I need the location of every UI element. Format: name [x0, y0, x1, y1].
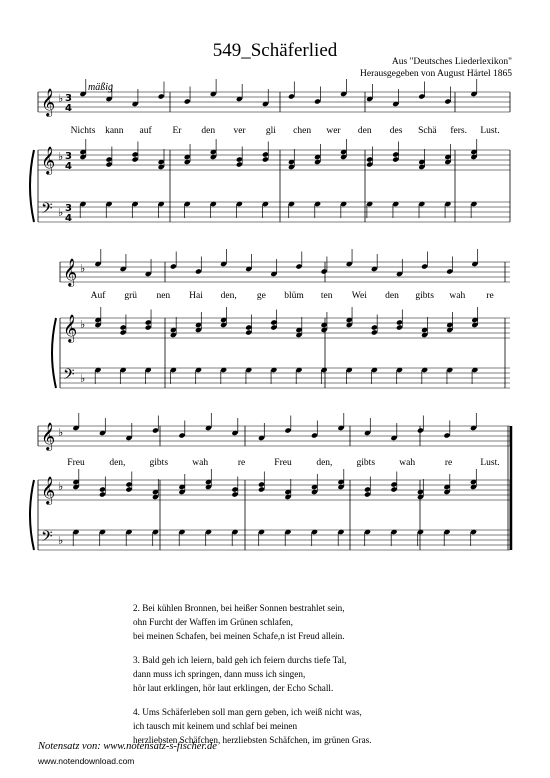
piano-brace	[30, 480, 34, 550]
editor-line: Herausgegeben von August Härtel 1865	[360, 69, 512, 79]
verse-line: 3. Bald geh ich leiern, bald geh ich feiern durchs tiefe Tal,	[133, 655, 347, 665]
lyric-syllable: ver	[233, 126, 246, 136]
verse-3	[133, 653, 372, 695]
time-signature: 4	[65, 213, 72, 224]
lyric-syllable: Lust.	[480, 126, 500, 136]
lyric-syllable: gibts	[356, 458, 376, 468]
lyric-syllable: ten	[320, 291, 333, 301]
treble-clef-icon: 𝄞	[63, 314, 78, 342]
flat-icon: ♭	[58, 534, 64, 547]
piano-brace	[52, 318, 56, 388]
lyric-syllable: wah	[399, 458, 416, 468]
flat-icon: ♭	[58, 426, 64, 439]
lyric-syllable: auf	[139, 126, 152, 136]
verse-line: 4. Ums Schäferleben soll man gern geben, ich weiß nicht was,	[133, 707, 362, 717]
lyric-syllable: Nichts	[70, 126, 96, 136]
bass-clef-icon: 𝄢	[41, 200, 53, 221]
treble-clef-icon: 𝄞	[41, 476, 56, 504]
lyric-syllable: Freu	[67, 458, 85, 468]
treble-clef-icon: 𝄞	[63, 258, 78, 286]
lyric-syllable: wah	[192, 458, 209, 468]
flat-icon: ♭	[58, 480, 64, 493]
website-link[interactable]: www.notendownload.com	[38, 756, 135, 766]
lyric-syllable: den,	[109, 458, 126, 468]
tempo-marking: mäßig	[88, 82, 113, 93]
lyric-syllable: blüm	[284, 291, 304, 301]
flat-icon: ♭	[80, 318, 86, 331]
verse-line: 2. Bei kühlen Bronnen, bei heißer Sonnen bestrahlet sein,	[133, 603, 345, 613]
verse-line: ich tausch mit keinem und schlaf bei meinen	[133, 721, 298, 731]
flat-icon: ♭	[58, 206, 64, 219]
verse-line: hör laut erklingen, hör laut erklingen, der Echo Schall.	[133, 683, 334, 693]
verse-line: ohn Furcht der Waffen im Grünen schlafen,	[133, 617, 293, 627]
bass-clef-icon: 𝄢	[41, 528, 53, 549]
lyric-syllable: Lust.	[480, 458, 500, 468]
lyric-syllable: re	[444, 458, 453, 468]
note-heads	[72, 79, 478, 546]
verse-line: dann muss ich springen, dann muss ich singen,	[133, 669, 306, 679]
lyric-syllable: den	[357, 126, 372, 136]
time-signature: 4	[65, 103, 72, 114]
time-signature: 3	[65, 151, 72, 162]
bass-clef-icon: 𝄢	[63, 366, 75, 387]
lyric-syllable: den,	[316, 458, 333, 468]
flat-icon: ♭	[58, 92, 64, 105]
lyric-syllable: den	[201, 126, 216, 136]
lyric-syllable: re	[237, 458, 246, 468]
lyric-syllable: Freu	[274, 458, 292, 468]
verse-line: herzliebsten Schäfchen, herzliebsten Schäfchen, im grünen Gras.	[133, 735, 372, 745]
lyric-syllable: den	[385, 291, 399, 301]
lyric-syllable: gli	[265, 126, 276, 136]
treble-clef-icon: 𝄞	[41, 88, 56, 116]
lyric-syllable: gibts	[415, 291, 434, 301]
lyric-syllable: fers.	[450, 126, 468, 136]
lyric-syllable: des	[389, 126, 403, 136]
piano-brace	[30, 150, 34, 222]
lyrics	[67, 125, 499, 468]
lyric-syllable: kann	[105, 126, 124, 136]
verse-2	[133, 601, 372, 643]
treble-clef-icon: 𝄞	[41, 146, 56, 174]
lyric-syllable: nen	[156, 291, 171, 301]
lyric-syllable: Er	[172, 126, 182, 136]
verse-line: bei meinen Schafen, bei meinen Schafe,n ist Freud allein.	[133, 631, 345, 641]
bar-lines	[30, 92, 511, 550]
lyric-syllable: grü	[124, 291, 138, 301]
flat-icon: ♭	[80, 372, 86, 385]
source-line: Aus "Deutsches Liederlexikon"	[391, 57, 512, 67]
verses-block	[133, 601, 372, 757]
lyric-syllable: Schä	[418, 126, 437, 136]
lyric-syllable: gibts	[149, 458, 169, 468]
treble-clef-icon: 𝄞	[41, 422, 56, 450]
lyric-syllable: ge	[256, 291, 266, 301]
time-signature: 3	[65, 203, 72, 214]
lyric-syllable: wer	[326, 126, 341, 136]
engraver-credit: Notensatz von: www.notensatz-s-fischer.de	[38, 741, 217, 752]
lyric-syllable: Hai	[189, 291, 203, 301]
flat-icon: ♭	[58, 150, 64, 163]
time-signature: 4	[65, 161, 72, 172]
song-title: 549_Schäferlied	[212, 40, 338, 61]
flat-icon: ♭	[80, 262, 86, 275]
lyric-syllable: chen	[293, 126, 312, 136]
lyric-syllable: re	[486, 291, 494, 301]
lyric-syllable: wah	[449, 291, 466, 301]
lyric-syllable: den,	[220, 291, 237, 301]
time-signature: 3	[65, 93, 72, 104]
lyric-syllable: Auf	[90, 291, 106, 301]
lyric-syllable: Wei	[351, 291, 367, 301]
